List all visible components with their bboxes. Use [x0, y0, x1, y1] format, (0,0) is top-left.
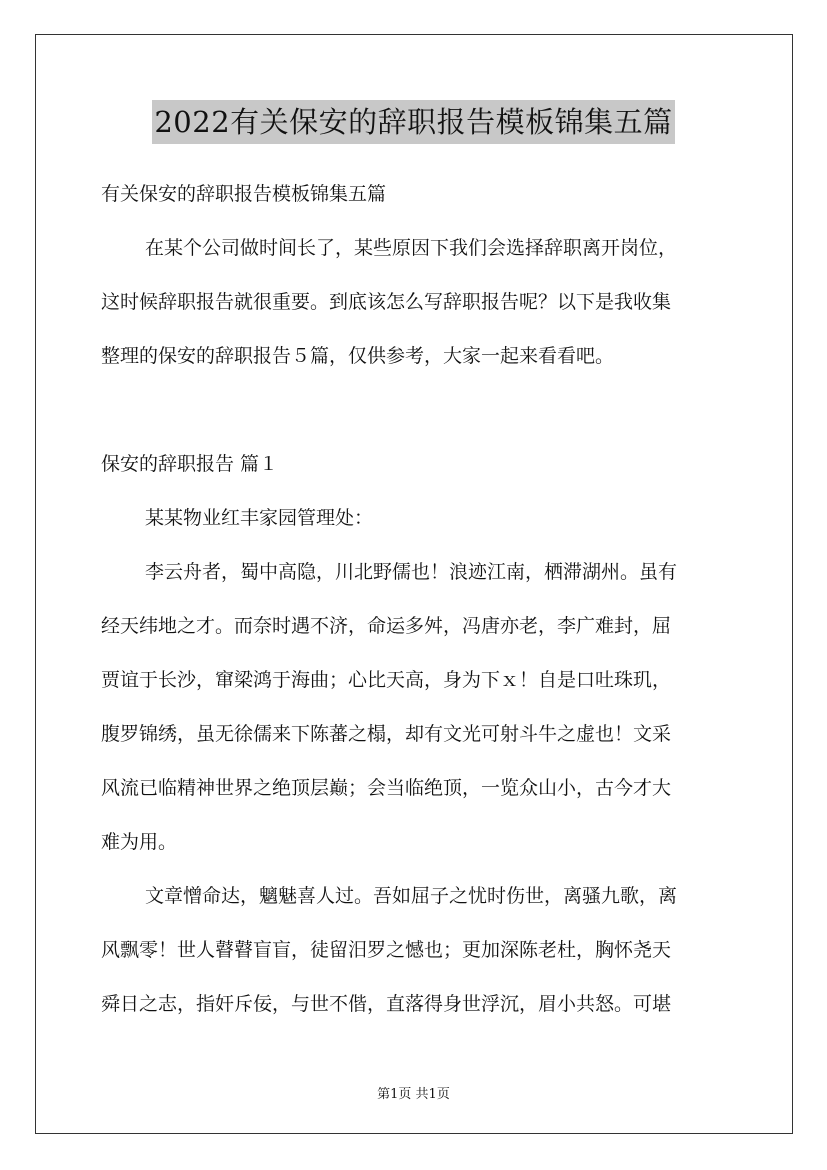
para1-line: 经天纬地之才。而奈时遇不济，命运多舛，冯唐亦老，李广难封，屈: [101, 615, 672, 637]
document-subtitle: 有关保安的辞职报告模板锦集五篇: [101, 183, 387, 205]
para2-line: 舜日之志，指奸斥佞，与世不偕，直落得身世浮沉，眉小共怒。可堪: [101, 993, 672, 1015]
para2-line: 风飘零！世人瞽瞽盲盲，徒留汨罗之憾也；更加深陈老杜，胸怀尧天: [101, 939, 672, 961]
intro-line: 这时候辞职报告就很重要。到底该怎么写辞职报告呢？以下是我收集: [101, 291, 672, 313]
salutation: 某某物业红丰家园管理处：: [145, 507, 374, 529]
para1-line: 李云舟者，蜀中高隐，川北野儒也！浪迹江南，栖滞湖州。虽有: [145, 561, 678, 583]
intro-line: 在某个公司做时间长了，某些原因下我们会选择辞职离开岗位，: [145, 237, 678, 259]
intro-line: 整理的保安的辞职报告５篇，仅供参考，大家一起来看看吧。: [101, 345, 615, 367]
para1-line: 贾谊于长沙，窜梁鸿于海曲；心比天高，身为下ｘ！自是口吐珠玑，: [101, 669, 672, 691]
title-container: [0, 100, 827, 144]
para1-line: 难为用。: [101, 831, 178, 853]
section-heading: 保安的辞职报告 篇１: [101, 453, 279, 475]
page-number-footer: 第1页 共1页: [377, 1087, 450, 1102]
para2-line: 文章憎命达，魑魅喜人过。吾如屈子之忧时伤世，离骚九歌，离: [145, 885, 678, 907]
para1-line: 风流已临精神世界之绝顶层巅；会当临绝顶，一览众山小，古今才大: [101, 777, 672, 799]
document-title: 2022有关保安的辞职报告模板锦集五篇: [152, 100, 674, 144]
para1-line: 腹罗锦绣，虽无徐儒来下陈蕃之榻，却有文光可射斗牛之虚也！文采: [101, 723, 672, 745]
